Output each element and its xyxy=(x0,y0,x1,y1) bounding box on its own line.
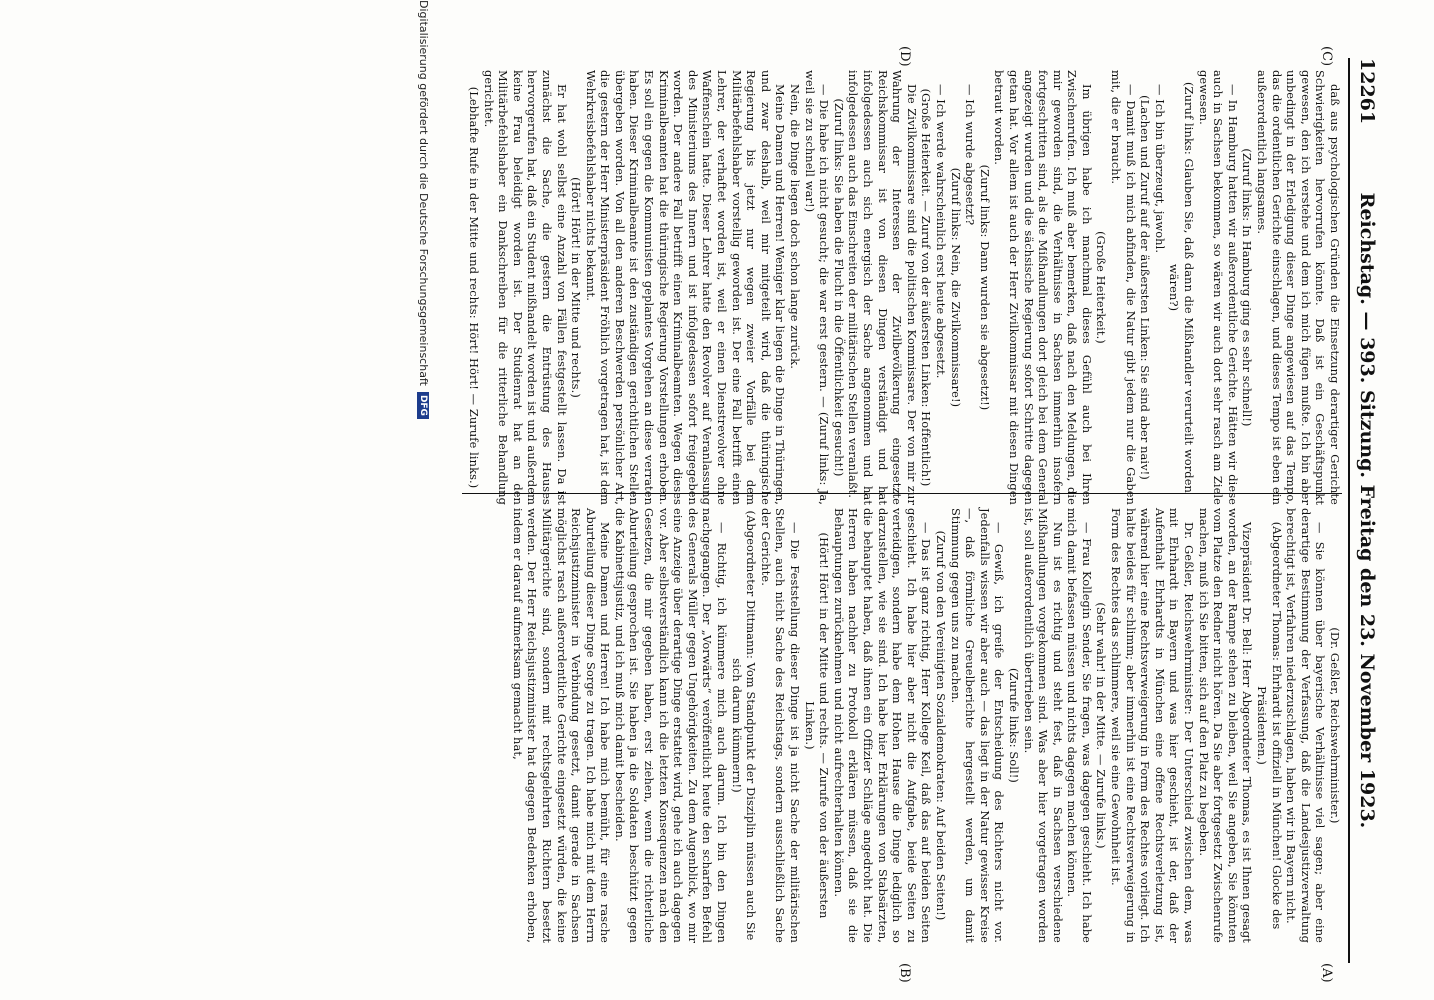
paragraph: — In Hamburg hatten wir außerordentliche Gerichte. Hätten wir diese auch in Sachsen bekommen, so wären wir auch dort sehr rasch am Ziele gewesen. xyxy=(1196,70,1240,505)
paragraph: — Frau Kollegin Sender, Sie fragen, was dagegen geschieht. Ich habe mich damit befassen müssen und nichts dagegen machen können. xyxy=(1065,508,1094,943)
paragraph: — Das ist ganz richtig, Herr Kollege Keil, daß das auf beiden Seiten geschieht. Ich habe hier aber nicht die Aufgabe, beide Seiten zu verteidigen, sondern habe dem Hohen Hause die Dinge lediglich so darzustellen, wie sie sind. Ich habe hier Erklärungen von Stabsärzten, die behauptet haben, daß ihnen ein Offizier Schläge angedroht hat. Die Herren haben nachher zu Protokoll erklären müssen, daß sie die Behauptungen zurücknehmen und nicht aufrechterhalten können. xyxy=(831,508,934,943)
paragraph: (Hört! Hört! in der Mitte und rechts.) xyxy=(569,177,584,398)
margin-mark-a: (A) xyxy=(1319,963,1334,983)
paragraph: (Zuruf links: Glauben Sie, daß dann die Mißhandler verurteilt worden wären?) xyxy=(1167,82,1197,493)
paragraph: — Damit muß ich mich abfinden, die Natur gibt jedem nur die Gaben mit, die er braucht. xyxy=(1109,70,1138,505)
paragraph: (Zuruf von den Vereinigten Sozialdemokraten: Auf beiden Seiten!) xyxy=(933,530,948,921)
margin-mark-d: (D) xyxy=(897,46,912,67)
header-rule xyxy=(1348,58,1350,963)
paragraph: Im übrigen habe ich manchmal dieses Gefühl auch bei Ihren Zwischenrufen. Ich muß aber bemerken, daß nach den Meldungen, die mir geworden sind, die Verhältnisse in Sachsen immerhin insofern fortgeschritten sind, als die Mißhandlungen dort gleich bei dem General angezeigt wurden und die sächsische Regierung sofort Schritte dagegen getan hat. Vor allem ist auch der Herr Zivilkommissar mit diesen Dingen betraut worden. xyxy=(992,70,1094,505)
paragraph: (Zuruf links: In Hamburg ging es sehr schnell!) xyxy=(1240,148,1255,427)
paragraph: — Richtig, ich kümmere mich auch darum. Ich bin den Dingen nachgegangen. Der „Vorwärts“ veröffentlicht heute den scharfen Befehl des Generals Müller gegen Ungehörigkeiten. Zu dem Augenblick, wo mir eine Anzeige über derartige Dinge erstattet wird, gehe ich auch dagegen vor. Aber selbstverständlich kann ich die letzten Konsequenzen nach den Gesetzen, die mir gegeben haben, erst ziehen, wenn die richterliche Aburteilung gesprochen ist. Sie haben ja die Soldaten beschützt gegen die Kabinettsjustiz, und ich muß mich damit bescheiden. xyxy=(612,508,730,943)
paragraph: (Zuruf links: Nein, die Zivilkommissare!) xyxy=(948,167,963,408)
paragraph: — Ich werde wahrscheinlich erst heute abgesetzt. xyxy=(933,84,948,379)
paragraph: Nun ist es richtig und steht fest, daß in Sachsen verschiedene Mißhandlungen vorgekommen sind. Was aber hier vorgetragen worden ist, soll außerordentlich übertrieben sein. xyxy=(1021,508,1065,943)
paragraph: (Hört! Hört! in der Mitte und rechts. — Zurufe von der äußersten Linken.) xyxy=(802,532,832,919)
paragraph: — Sie können über bayerische Verhältnisse viel sagen; aber eine derartige Bestimmung der Verfassung, daß die Landesjustizverwaltung berechtigt ist, Verfahren niederzuschlagen, haben wir in Bayern nicht. xyxy=(1284,508,1328,943)
paragraph: — Gewiß, ich greife der Entscheidung des Richters nicht vor. Jedenfalls wissen wir aber auch — das liegt in der Natur gewisser Kreise —, daß förmliche Greuelberichte hergestellt werden, um damit Stimmung gegen uns zu machen. xyxy=(948,508,1007,943)
digitization-footer xyxy=(410,0,430,960)
paragraph: Nein, die Dinge liegen doch schon lange zurück. xyxy=(788,84,803,370)
paragraph: (Abgeordneter Thomas: Ehrhardt ist offiziell in München! Glocke des Präsidenten.) xyxy=(1255,521,1284,930)
paragraph: (Sehr wahr! in der Mitte. — Zurufe links.) xyxy=(1094,602,1109,849)
paragraph: Dr. Geßler, Reichswehrminister: Der Unterschied zwischen dem, was mit Ehrhardt in Bayern und was hier geschieht, ist der, daß der Aufenthalt Ehrhardts in München eine offene Rechtsverletzung ist, während hier eine Rechtsverweigerung in Form des Rechtes vorliegt. Ich halte beides für schlimm; aber immerhin ist eine Rechtsverweigerung in Form des Rechtes das schlimmere, weil sie eine Gewohnheit ist. xyxy=(1109,508,1197,943)
paragraph: (Zurufe links: Soll!) xyxy=(1006,668,1021,783)
page-title: Reichstag. — 393. Sitzung. Freitag den 23. November 1923. xyxy=(1356,192,1378,829)
paragraph: (Große Heiterkeit. — Zuruf von der äußersten Linken: Hoffentlich!) xyxy=(919,88,934,487)
paragraph: (Abgeordneter Dittmann: Vom Standpunkt der Disziplin müssen auch Sie sich darum kümmern!) xyxy=(729,510,759,941)
paragraph: Die Zivilkommissare sind die politischen Kommissare. Der von mir zur Wahrung der Interessen der Zivilbevölkerung eingesetzte Reichskommissar ist von diesen Dingen verständigt und hat infolgedessen auch sich energisch der Sache angenommen und hat infolgedessen auch das Einschreiten der militärischen Stellen veranlaßt. xyxy=(846,70,919,505)
paragraph: (Lachen und Zuruf auf der äußersten Linken: Sie sind aber naiv!) xyxy=(1138,95,1153,480)
paragraph: (Lebhafte Rufe in der Mitte und rechts: Hört! Hört! — Zurufe links.) xyxy=(466,86,481,489)
page-header xyxy=(1352,58,1378,963)
paragraph: — Die habe ich nicht gesucht; die war erst gestern. — (Zuruf links: Ja, weil sie zu schnell war!) xyxy=(802,70,832,505)
column-divider xyxy=(462,493,1342,494)
text-column-right xyxy=(510,508,1342,943)
paragraph: Meine Damen und Herren! Ich habe mich bemüht, für eine rasche Aburteilung dieser Dinge Sorge zu tragen. Ich habe mich mit dem Herrn Reichsjustizminister in Verbindung gesetzt, damit gerade in Sachsen möglichst rasch außerordentliche Gerichte eingesetzt würden, die keine Militärgerichte sind, sondern mit rechtsgelehrten Richtern besetzt werden. Der Herr Reichsjustizminister hat dagegen Bedenken erhoben, indem er darauf aufmerksam gemacht hat, xyxy=(510,508,613,943)
paragraph: Vizepräsident Dr. Bell: Herr Abgeordneter Thomas, es ist Ihnen gesagt worden, an der Rampe stehen zu bleiben, weil Sie angeben, Sie könnten vom Platze den Redner nicht hören. Da Sie aber fortgesetzt Zwischenrufe machen, muß ich Sie bitten, sich auf den Platz zu begeben. xyxy=(1196,508,1255,943)
paragraph: (Dr. Geßler, Reichswehrminister.) xyxy=(1328,627,1342,824)
footer-credit: Digitalisierung gefördert durch die Deutsche Forschungsgemeinschaft xyxy=(417,0,430,386)
paragraph: — Ich wurde abgesetzt? xyxy=(963,84,978,226)
paragraph: daß aus psychologischen Gründen die Einsetzung derartiger Gerichte Schwierigkeiten hervorrufen könnte. Daß ist ein Geschäftspunkt gewesen, den ich verstehe und dem ich mich fügen mußte. Ich bin aber unbedingt in der Erledigung dieser Dinge angewiesen auf das Tempo, das die ordentlichen Gerichte einschlagen, und dieses Tempo ist eben ein außerordentlich langsames. xyxy=(1255,70,1342,505)
paragraph: — Die Feststellung dieser Dinge ist ja nicht Sache der militärischen Stellen, auch nicht Sache des Reichstags, sondern ausschließlich Sache der Gerichte. xyxy=(758,508,803,943)
paragraph: — Ich bin überzeugt, jawohl. xyxy=(1152,84,1167,254)
paragraph: Er hat wohl selbst eine Anzahl von Fällen festgestellt lassen. Da ist zunächst die Sache, die gestern die Entrüstung des Hauses hervorgerufen hat, daß ein Student mißhandelt worden ist und außerdem keine Frau beleidigt worden ist. Der Studienrat hat an den Militärbefehlshaber ein Dankschreiben für die ritterliche Behandlung gerichtet. xyxy=(481,70,569,505)
dfg-logo: DFG xyxy=(417,392,429,419)
paragraph: Meine Damen und Herren! Weniger klar liegen die Dinge in Thüringen, und zwar deshalb, weil mir mitgeteilt wird, daß die thüringische Regierung bis jetzt nur wegen zweier Vorfälle bei dem Militärbefehlshaber vorstellig geworden ist. Der eine Fall betrifft einen Lehrer, der verhaftet worden ist, weil er einen Dienstrevolver ohne Waffenschein hatte. Dieser Lehrer hatte den Revolver auf Veranlassung des Ministeriums des Innern und ist infolgedessen sofort freigegeben worden. Der andere Fall betrifft einen Kriminalbeamten. Wegen dieses Kriminalbeamten hat die thüringische Regierung Vorstellungen erhoben. Es soll ein gegen die Kommunisten geplantes Vorgehen an diese verraten haben. Dieser Kriminalbeamte ist den zuständigen gerichtlichen Stellen übergeben worden. Von all den anderen Beschwerden persönlicher Art, die gestern der Herr Ministerpräsident Fröhlich vorgetragen hat, ist dem Wehrkreisbefehlshaber nichts bekannt. xyxy=(583,70,788,505)
paragraph: (Zuruf links: Dann wurden sie abgesetzt!) xyxy=(977,164,992,411)
paragraph: (Große Heiterkeit.) xyxy=(1094,231,1109,344)
margin-mark-c: (C) xyxy=(1319,46,1334,67)
page-number: 12261 xyxy=(1356,58,1378,125)
text-column-left xyxy=(466,70,1342,505)
paragraph: (Zuruf links: Sie haben die Flucht in die Öffentlichkeit gesucht!) xyxy=(831,98,846,477)
margin-mark-b: (B) xyxy=(897,963,912,983)
